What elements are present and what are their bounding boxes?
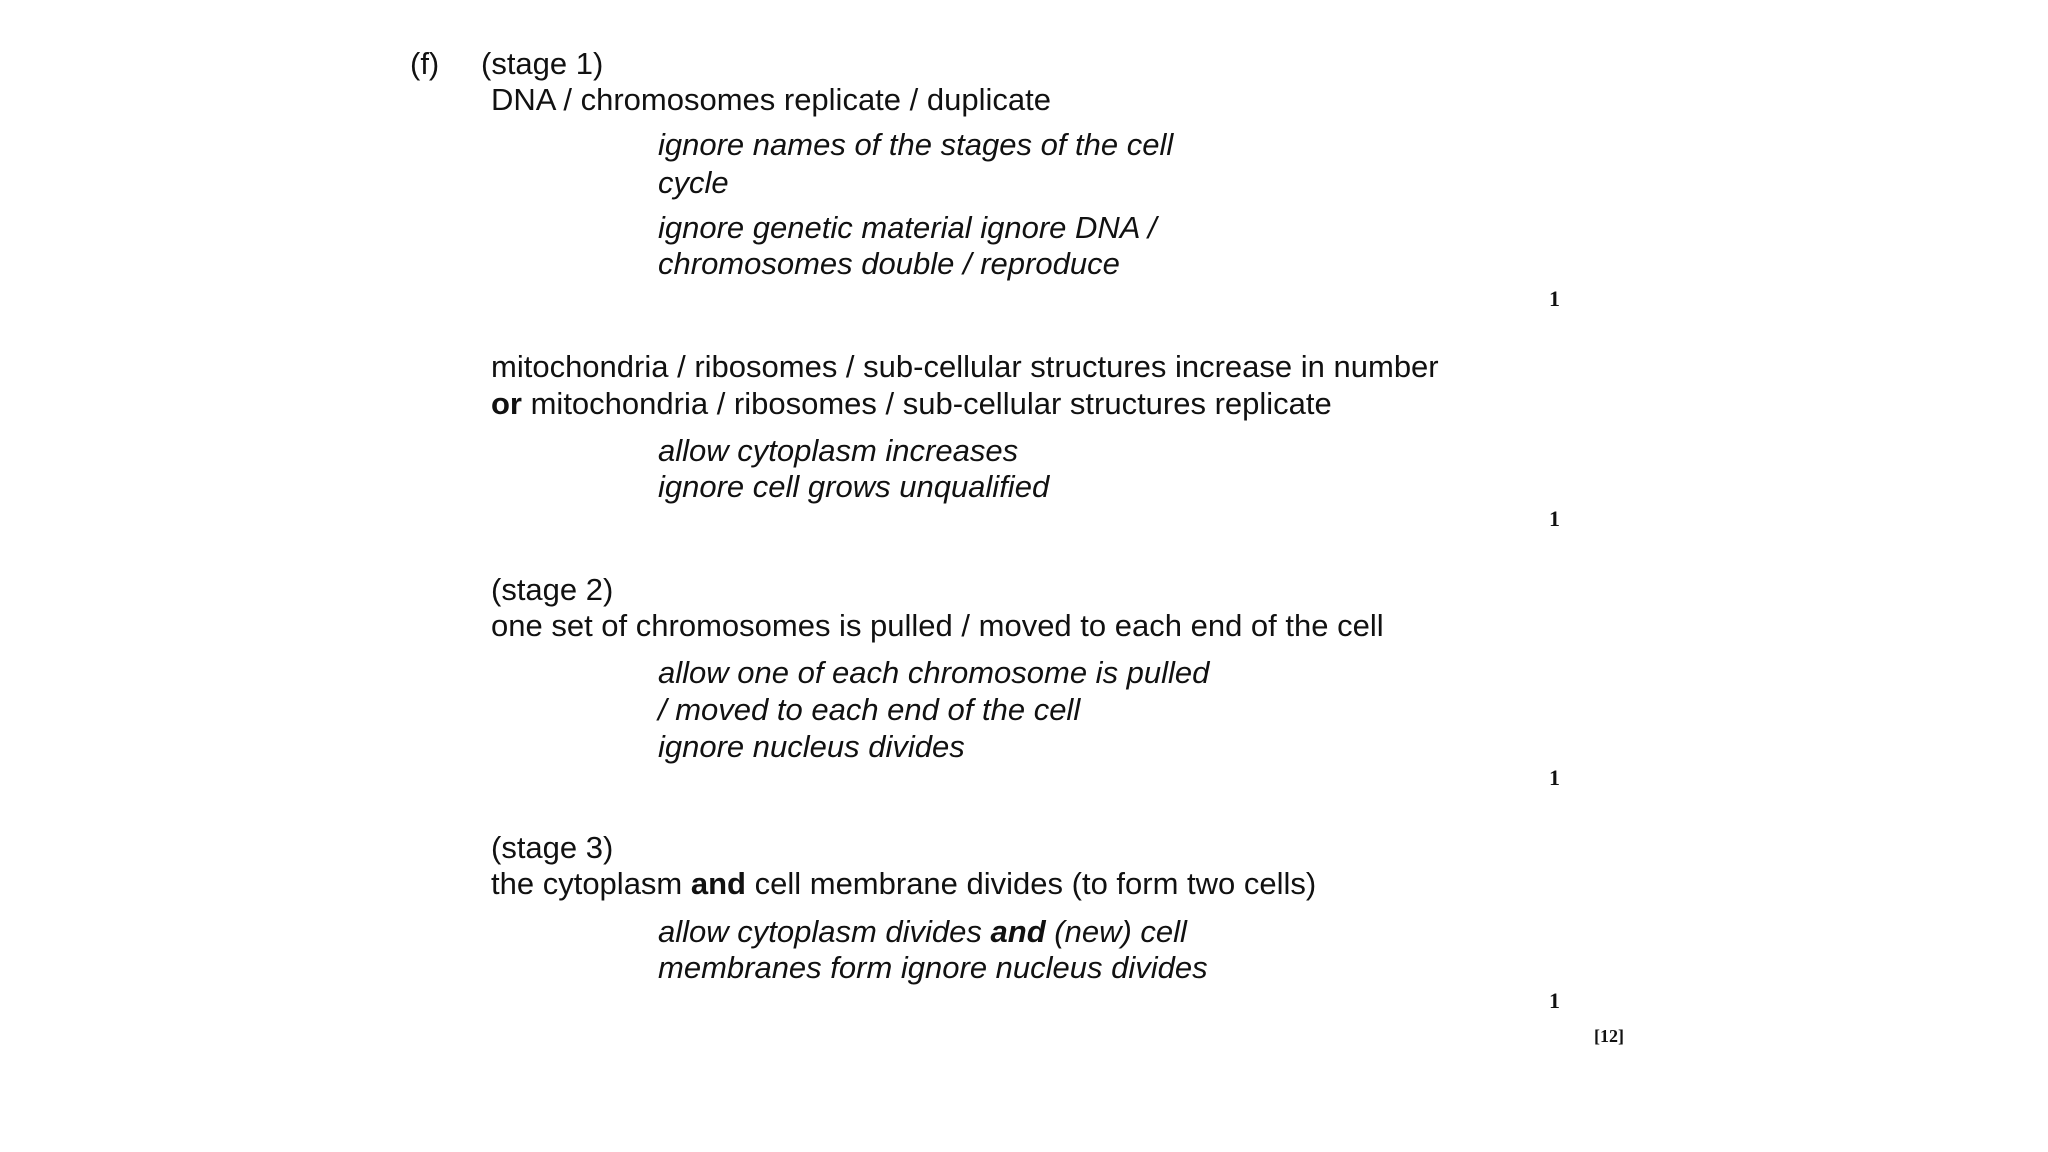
mark-value: 1	[1549, 988, 1560, 1013]
stage-1-answer-2-line-2	[491, 388, 1332, 419]
stage-3-heading: (stage 3)	[491, 830, 614, 865]
or-keyword: or	[491, 386, 522, 421]
answer-2-line-2-text: mitochondria / ribosomes / sub-cellular structures replicate	[522, 386, 1332, 421]
stage-2-guidance-line: / moved to each end of the cell	[658, 692, 1081, 727]
stage-1-guidance-line: cycle	[658, 165, 729, 200]
stage-3-guidance-text: allow cytoplasm divides	[658, 914, 991, 949]
stage-3-guidance-line-2: membranes form ignore nucleus divides	[658, 950, 1208, 985]
and-keyword: and	[990, 914, 1046, 949]
stage-3-guidance-text: (new) cell	[1045, 914, 1187, 949]
part-label: (f)	[410, 46, 440, 81]
stage-2-guidance-line: ignore nucleus divides	[658, 729, 965, 764]
stage-1-heading: (stage 1)	[481, 46, 604, 81]
total-marks: [12]	[1594, 1026, 1624, 1046]
stage-1-guidance-line: ignore names of the stages of the cell	[658, 127, 1174, 162]
stage-3-answer-text: cell membrane divides (to form two cells)	[746, 866, 1317, 901]
stage-3-answer-text: the cytoplasm	[491, 866, 691, 901]
and-keyword: and	[690, 866, 746, 901]
stage-3-answer	[491, 868, 1316, 899]
stage-1-guidance-2-line: allow cytoplasm increases	[658, 433, 1019, 468]
stage-1-guidance-2-line: ignore cell grows unqualified	[658, 469, 1050, 504]
stage-2-answer: one set of chromosomes is pulled / moved to each end of the cell	[491, 608, 1384, 643]
mark-value: 1	[1549, 286, 1560, 311]
mark-value: 1	[1549, 506, 1560, 531]
stage-1-guidance-line: ignore genetic material ignore DNA /	[658, 210, 1157, 245]
stage-1-answer-2-line-1: mitochondria / ribosomes / sub-cellular structures increase in number	[491, 349, 1439, 384]
stage-2-heading: (stage 2)	[491, 572, 614, 607]
stage-1-guidance-line: chromosomes double / reproduce	[658, 246, 1120, 281]
stage-2-guidance-line: allow one of each chromosome is pulled	[658, 655, 1210, 690]
stage-3-guidance-line-1	[658, 916, 1187, 947]
mark-value: 1	[1549, 765, 1560, 790]
stage-1-answer-1: DNA / chromosomes replicate / duplicate	[491, 82, 1051, 117]
